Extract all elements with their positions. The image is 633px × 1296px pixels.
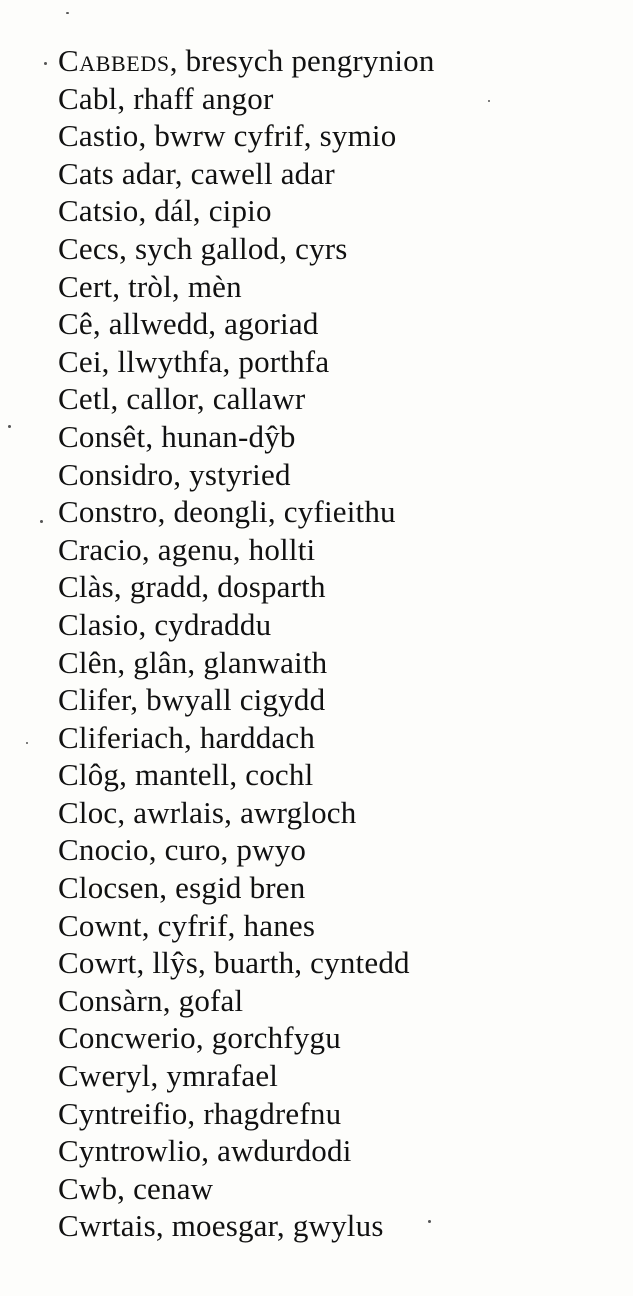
- entry-headword: Cei: [58, 343, 102, 379]
- print-speck: [66, 12, 69, 14]
- dictionary-entry: [58, 42, 435, 80]
- entry-headword: Consàrn: [58, 982, 163, 1018]
- dictionary-entry: [58, 831, 435, 869]
- entry-definition: , tròl, mèn: [112, 268, 242, 304]
- dictionary-entry: [58, 869, 435, 907]
- dictionary-entry: [58, 305, 435, 343]
- dictionary-entry: [58, 944, 435, 982]
- dictionary-entry: [58, 1132, 435, 1170]
- dictionary-entry: [58, 1019, 435, 1057]
- entry-headword: Cownt: [58, 907, 142, 943]
- entry-definition: , awrlais, awrgloch: [117, 794, 357, 830]
- dictionary-entry: [58, 907, 435, 945]
- entry-headword: Concwerio: [58, 1020, 196, 1056]
- entry-definition: , mantell, cochl: [119, 757, 314, 793]
- entry-definition: , bwyall cigydd: [130, 682, 326, 718]
- dictionary-entry: [58, 982, 435, 1020]
- print-speck: [26, 742, 28, 744]
- dictionary-entry: [58, 606, 435, 644]
- dictionary-entry: [58, 343, 435, 381]
- dictionary-entry: [58, 681, 435, 719]
- dictionary-entry: [58, 80, 435, 118]
- dictionary-entry: [58, 155, 435, 193]
- entry-definition: , moesgar, gwylus: [155, 1208, 384, 1244]
- entry-definition: , esgid bren: [159, 870, 306, 906]
- entry-headword: Cloc: [58, 794, 118, 830]
- entry-definition: , agenu, hollti: [141, 531, 316, 567]
- entry-headword: Clocsen: [58, 870, 160, 906]
- entry-headword: Cwrtais: [58, 1208, 156, 1244]
- entry-headword: Cwb: [58, 1170, 118, 1206]
- entry-headword: Cweryl: [58, 1058, 151, 1094]
- entry-definition: , cyfrif, hanes: [141, 907, 316, 943]
- entry-headword: Clên: [58, 644, 118, 680]
- entry-headword: Cecs: [58, 230, 120, 266]
- entry-definition: , curo, pwyo: [148, 832, 307, 868]
- print-speck: [44, 62, 47, 65]
- dictionary-entry: [58, 1095, 435, 1133]
- dictionary-entry: [58, 117, 435, 155]
- entry-headword: Constro: [58, 494, 158, 530]
- entry-headword: Considro: [58, 456, 174, 492]
- entry-headword: Clôg: [58, 757, 120, 793]
- dictionary-entry: [58, 493, 435, 531]
- print-speck: [40, 520, 43, 523]
- entry-headword: Clifer: [58, 682, 131, 718]
- entry-headword: Castio: [58, 118, 139, 154]
- entry-headword: Cracio: [58, 531, 142, 567]
- entry-headword: Cowrt: [58, 945, 137, 981]
- entry-headword: Catsio: [58, 193, 139, 229]
- entry-definition: , sych gallod, cyrs: [119, 230, 348, 266]
- entry-definition: , allwedd, agoriad: [92, 306, 319, 342]
- entry-definition: , rhaff angor: [117, 80, 274, 116]
- entry-headword: Cliferiach: [58, 719, 184, 755]
- dictionary-entry: [58, 644, 435, 682]
- entry-definition: , cydraddu: [138, 606, 272, 642]
- entry-definition: , awdurdodi: [201, 1133, 352, 1169]
- dictionary-entry: [58, 568, 435, 606]
- entry-definition: , rhagdrefnu: [187, 1095, 342, 1131]
- entry-definition: , dál, cipio: [138, 193, 272, 229]
- entry-definition: , ystyried: [173, 456, 291, 492]
- entry-headword: Consêt: [58, 418, 146, 454]
- entry-definition: , glân, glanwaith: [117, 644, 328, 680]
- print-speck: [488, 100, 490, 102]
- entry-headword: Clàs: [58, 569, 114, 605]
- entry-headword: Cyntreifio: [58, 1095, 188, 1131]
- dictionary-entry: [58, 456, 435, 494]
- dictionary-entry: [58, 719, 435, 757]
- dictionary-entry: [58, 1057, 435, 1095]
- entry-headword: Cert: [58, 268, 113, 304]
- entry-definition: , llwythfa, porthfa: [101, 343, 330, 379]
- entry-definition: , cawell adar: [174, 155, 335, 191]
- entry-definition: , bresych pengrynion: [169, 43, 435, 78]
- entry-headword: Cnocio: [58, 832, 149, 868]
- entry-headword: Cyntrowlio: [58, 1133, 202, 1169]
- entry-headword: Clasio: [58, 606, 139, 642]
- entry-definition: , gorchfygu: [195, 1020, 341, 1056]
- entry-definition: , deongli, cyfieithu: [157, 494, 396, 530]
- entry-definition: , gradd, dosparth: [113, 569, 326, 605]
- entry-definition: , bwrw cyfrif, symio: [138, 118, 397, 154]
- entry-definition: , gofal: [162, 982, 244, 1018]
- entry-list: [58, 42, 435, 1245]
- entry-headword: Cetl: [58, 381, 111, 417]
- entry-definition: , harddach: [183, 719, 316, 755]
- dictionary-entry: [58, 1207, 435, 1245]
- entry-definition: , llŷs, buarth, cyntedd: [136, 945, 410, 981]
- entry-definition: , hunan-dŷb: [145, 418, 296, 454]
- dictionary-entry: [58, 756, 435, 794]
- entry-definition: , callor, callawr: [110, 381, 306, 417]
- entry-definition: , ymrafael: [150, 1058, 279, 1094]
- dictionary-entry: [58, 418, 435, 456]
- entry-headword: Cats adar: [58, 155, 175, 191]
- dictionary-entry: [58, 192, 435, 230]
- entry-headword: Cabl: [58, 80, 118, 116]
- print-speck: [8, 425, 11, 428]
- dictionary-entry: [58, 1170, 435, 1208]
- dictionary-entry: [58, 794, 435, 832]
- entry-headword: Cê: [58, 306, 93, 342]
- dictionary-entry: [58, 380, 435, 418]
- dictionary-entry: [58, 531, 435, 569]
- dictionary-entry: [58, 230, 435, 268]
- entry-headword: Cabbeds: [58, 43, 170, 78]
- entry-definition: , cenaw: [117, 1170, 214, 1206]
- dictionary-entry: [58, 268, 435, 306]
